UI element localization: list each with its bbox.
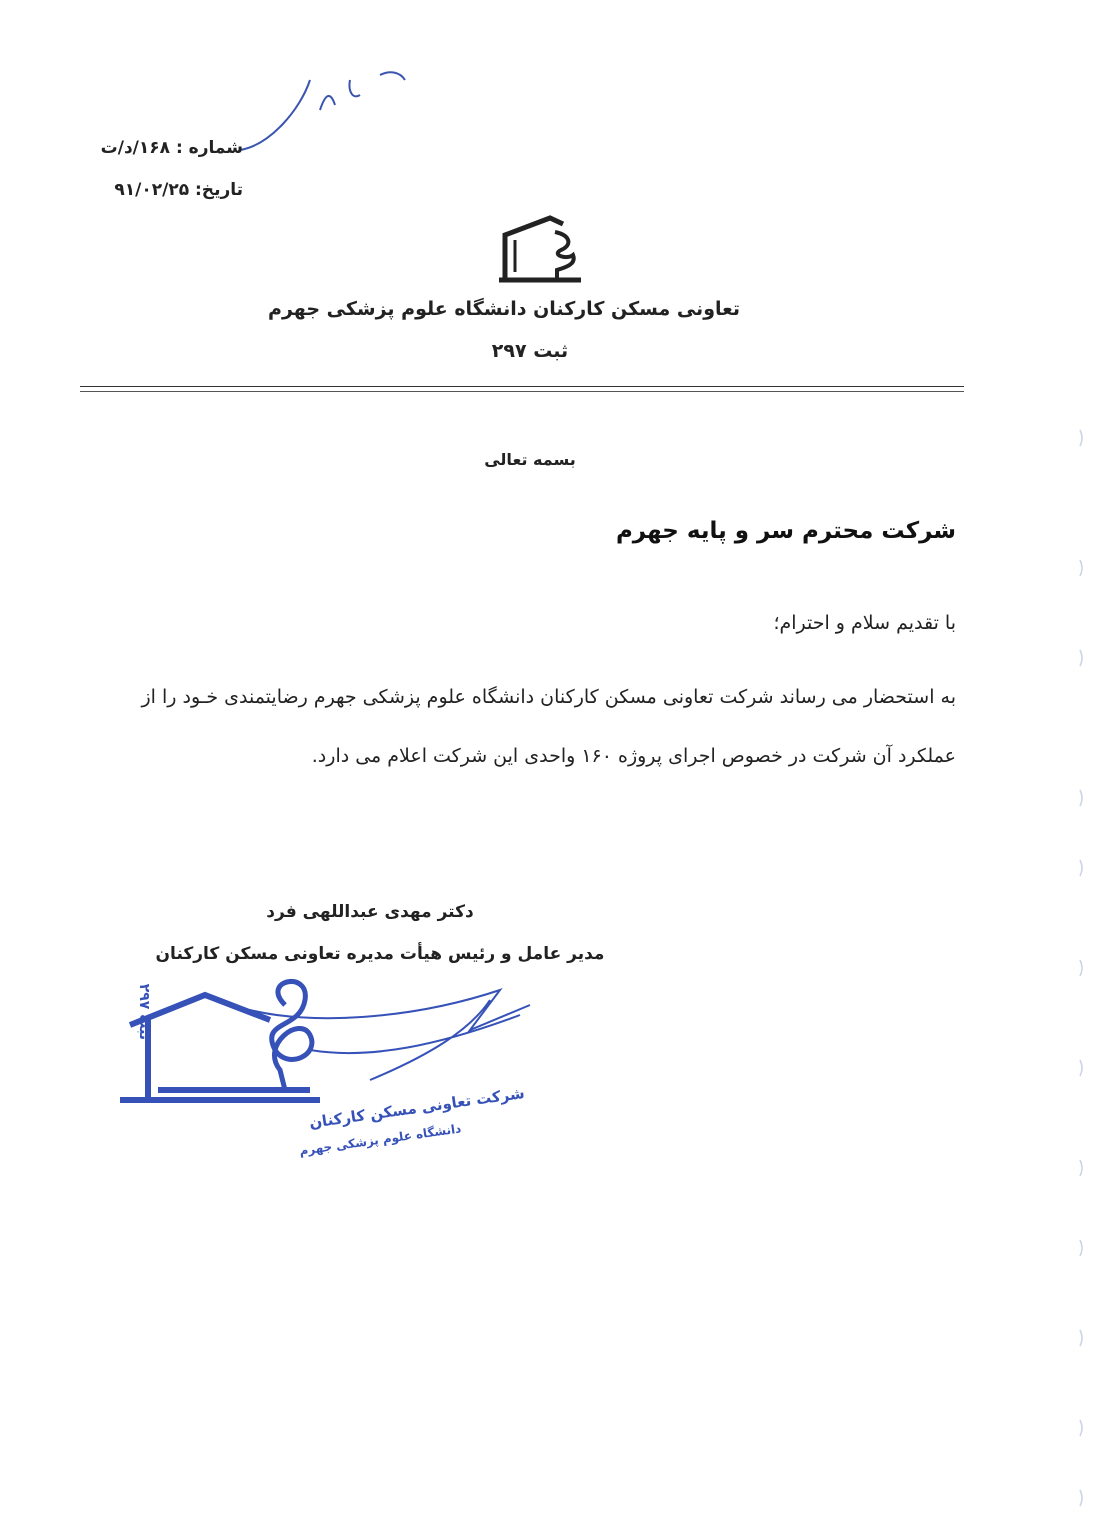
header-divider (80, 386, 964, 387)
organization-name: تعاونی مسکن کارکنان دانشگاه علوم پزشکی جهرم (268, 298, 740, 320)
edge-marks (1068, 0, 1098, 1533)
header-divider-secondary (80, 391, 964, 392)
body-line-2: عملکرد آن شرکت در خصوص اجرای پروژه ۱۶۰ واحدی این شرکت اعلام می دارد. (311, 745, 956, 767)
reference-number: شماره : ۱۶۸/د/ت (100, 138, 243, 158)
greeting: با تقدیم سلام و احترام؛ (773, 612, 956, 634)
stamp-registration: ثبت ۲۹۷ (136, 983, 152, 1040)
signatory-title: مدیر عامل و رئیس هیأت مدیره تعاونی مسکن کارکنان (155, 944, 605, 964)
bismillah: بسمه تعالی (484, 450, 576, 469)
addressee: شرکت محترم سر و پایه جهرم (615, 518, 956, 544)
body-line-1: به استحضار می رساند شرکت تعاونی مسکن کارکنان دانشگاه علوم پزشکی جهرم رضایتمندی خـود را از (141, 686, 956, 708)
handwritten-note (230, 50, 420, 170)
stamp-line-1: شرکت تعاونی مسکن کارکنان (308, 1083, 526, 1132)
registration-number: ثبت ۲۹۷ (491, 340, 569, 362)
signatory-name: دکتر مهدی عبداللهی فرد (266, 902, 474, 922)
letter-date: تاریخ: ۹۱/۰۲/۲۵ (114, 180, 243, 200)
organization-logo (495, 210, 585, 285)
official-stamp (110, 960, 550, 1200)
stamp-line-2: دانشگاه علوم پزشکی جهرم (298, 1121, 463, 1158)
